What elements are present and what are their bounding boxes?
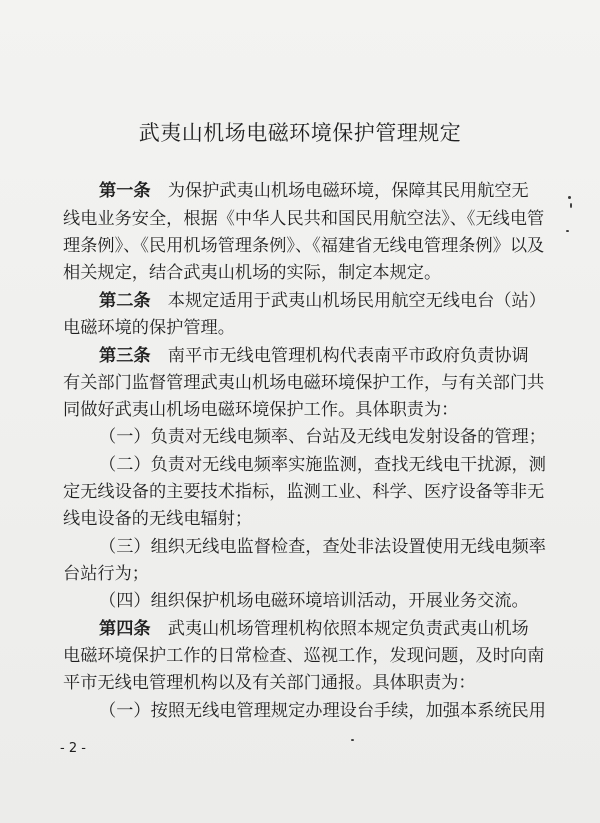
line-text: 为保护武夷山机场电磁环境，保障其民用航空无 [150, 181, 529, 201]
paragraph-line [63, 373, 545, 393]
paragraph-line [99, 703, 559, 720]
scan-speck [566, 230, 569, 232]
line-text: 本规定适用于武夷山机场民用航空无线电台（站） [150, 291, 546, 311]
paragraph-line [63, 209, 545, 229]
paragraph-line [63, 265, 523, 282]
article-label: 第一条 [99, 181, 151, 201]
paragraph-line [63, 320, 523, 337]
line-text: 线电业务安全，根据《中华人民共和国民用航空法》、《无线电管 [63, 209, 545, 229]
line-text: 武夷山机场管理机构依照本规定负责武夷山机场 [150, 619, 529, 639]
line-text: 南平市无线电管理机构代表南平市政府负责协调 [150, 346, 529, 366]
line-text: 定无线设备的主要技术指标，监测工业、科学、医疗设备等非无 [63, 482, 545, 502]
paragraph-line [99, 621, 559, 638]
paragraph-line [63, 646, 545, 666]
line-text: 台站行为； [63, 564, 149, 584]
paragraph-line [63, 511, 523, 528]
page-number: - 2 - [60, 741, 86, 756]
scan-speck [570, 203, 572, 208]
paragraph-line [99, 348, 559, 365]
paragraph-line [99, 539, 559, 556]
line-text: 电磁环境保护工作的日常检查、巡视工作，发现问题，及时向南 [63, 646, 545, 666]
paragraph-line [99, 457, 559, 474]
line-text: 电磁环境的保护管理。 [63, 318, 235, 338]
article-label: 第二条 [99, 291, 151, 311]
line-text: （一）按照无线电管理规定办理设台手续，加强本系统民用 [99, 701, 546, 721]
line-text: 理条例》、《民用机场管理条例》、《福建省无线电管理条例》以及 [63, 236, 545, 256]
paragraph-line [63, 402, 523, 419]
article-label: 第四条 [99, 619, 151, 639]
line-text: 相关规定，结合武夷山机场的实际，制定本规定。 [63, 263, 442, 283]
paragraph-line [63, 566, 523, 583]
paragraph-line [63, 482, 545, 502]
line-text: 平市无线电管理机构以及有关部门通报。具体职责为： [63, 673, 476, 693]
line-text: （四）组织保护机场电磁环境培训活动，开展业务交流。 [99, 591, 529, 611]
paragraph-line [99, 593, 559, 610]
article-label: 第三条 [99, 346, 151, 366]
line-text: （二）负责对无线电频率实施监测，查找无线电干扰源，测 [99, 455, 546, 475]
line-text: （一）负责对无线电频率、台站及无线电发射设备的管理； [99, 427, 546, 447]
line-text: （三）组织无线电监督检查，查处非法设置使用无线电频率 [99, 537, 546, 557]
scan-speck [351, 739, 354, 741]
line-text: 同做好武夷山机场电磁环境保护工作。具体职责为： [63, 400, 459, 420]
paragraph-line [63, 675, 523, 692]
paragraph-line [63, 236, 545, 256]
scan-speck [568, 196, 571, 199]
document-title: 武夷山机场电磁环境保护管理规定 [138, 121, 462, 145]
line-text: 有关部门监督管理武夷山机场电磁环境保护工作，与有关部门共 [63, 373, 545, 393]
paragraph-line [99, 293, 559, 310]
paragraph-line [99, 429, 559, 446]
paragraph-line [99, 183, 559, 200]
line-text: 线电设备的无线电辐射； [63, 509, 253, 529]
